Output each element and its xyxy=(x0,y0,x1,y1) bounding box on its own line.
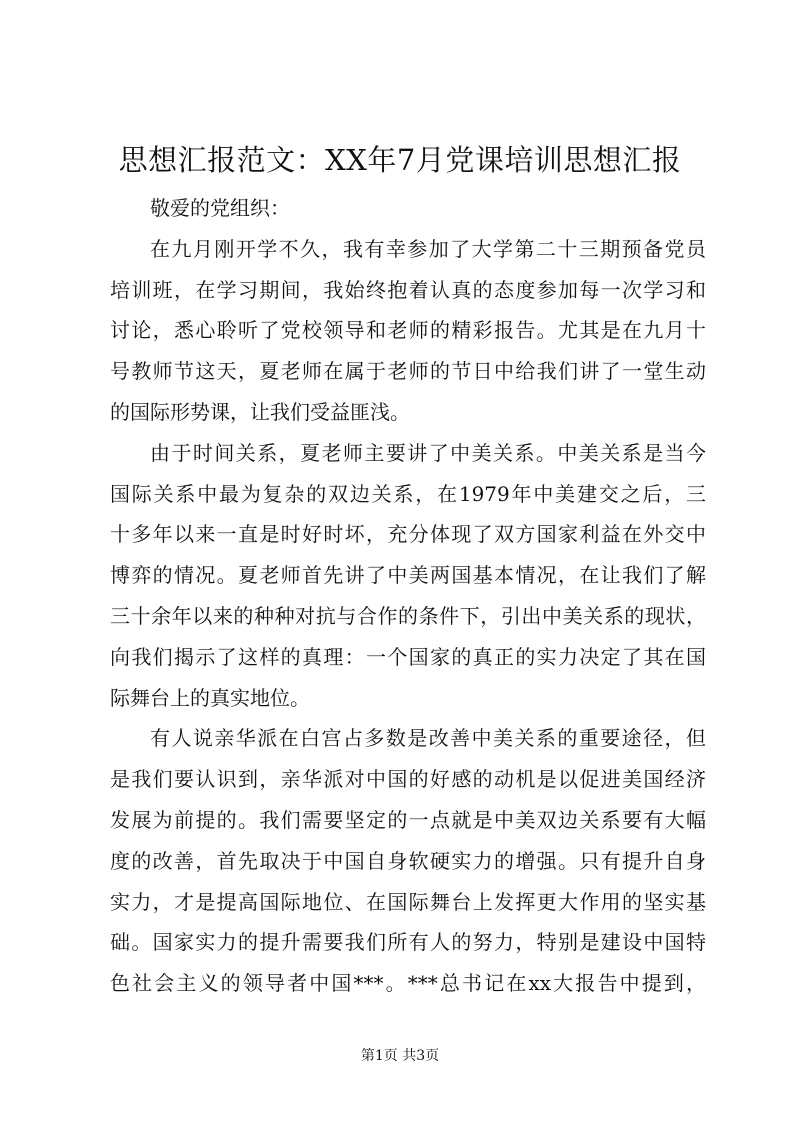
paragraph-line: 向我们揭示了这样的真理：一个国家的真正的实力决定了其在国 xyxy=(110,644,706,669)
paragraph-line: 度的改善，首先取决于中国自身软硬实力的增强。只有提升自身 xyxy=(110,848,706,873)
paragraph-line: 三十余年以来的种种对抗与合作的条件下，引出中美关系的现状， xyxy=(110,603,706,628)
paragraph-line: 号教师节这天，夏老师在属于老师的节日中给我们讲了一堂生动 xyxy=(110,359,706,384)
paragraph-line: 由于时间关系，夏老师主要讲了中美关系。中美关系是当今 xyxy=(150,440,706,465)
paragraph-line: 实力，才是提高国际地位、在国际舞台上发挥更大作用的坚实基 xyxy=(110,889,706,914)
paragraph-line: 是我们要认识到，亲华派对中国的好感的动机是以促进美国经济 xyxy=(110,767,706,792)
page-footer: 第1页 共3页 xyxy=(360,1048,440,1064)
document-body xyxy=(110,188,706,1004)
paragraph-line: 在九月刚开学不久，我有幸参加了大学第二十三期预备党员 xyxy=(150,236,706,261)
salutation: 敬爱的党组织： xyxy=(150,196,290,220)
document-title: 思想汇报范文：XX年7月党课培训思想汇报 xyxy=(118,143,682,177)
paragraph-line: 十多年以来一直是时好时坏，充分体现了双方国家利益在外交中 xyxy=(110,522,706,547)
paragraph-line: 的国际形势课，让我们受益匪浅。 xyxy=(110,399,410,424)
paragraph-line: 博弈的情况。夏老师首先讲了中美两国基本情况，在让我们了解 xyxy=(110,563,706,588)
paragraph-line: 础。国家实力的提升需要我们所有人的努力，特别是建设中国特 xyxy=(110,930,706,955)
paragraph-2 xyxy=(110,433,706,719)
paragraph-line: 发展为前提的。我们需要坚定的一点就是中美双边关系要有大幅 xyxy=(110,807,706,832)
paragraph-1 xyxy=(110,229,706,433)
paragraph-line: 际舞台上的真实地位。 xyxy=(110,685,310,710)
paragraph-line: 国际关系中最为复杂的双边关系，在1979年中美建交之后，三 xyxy=(110,481,706,506)
paragraph-line: 讨论，悉心聆听了党校领导和老师的精彩报告。尤其是在九月十 xyxy=(110,318,706,343)
paragraph-line: 培训班，在学习期间，我始终抱着认真的态度参加每一次学习和 xyxy=(110,277,706,302)
paragraph-line: 有人说亲华派在白宫占多数是改善中美关系的重要途径，但 xyxy=(150,726,706,751)
paragraph-3 xyxy=(110,718,706,1004)
paragraph-line: 色社会主义的领导者中国***。***总书记在xx大报告中提到， xyxy=(110,971,706,996)
